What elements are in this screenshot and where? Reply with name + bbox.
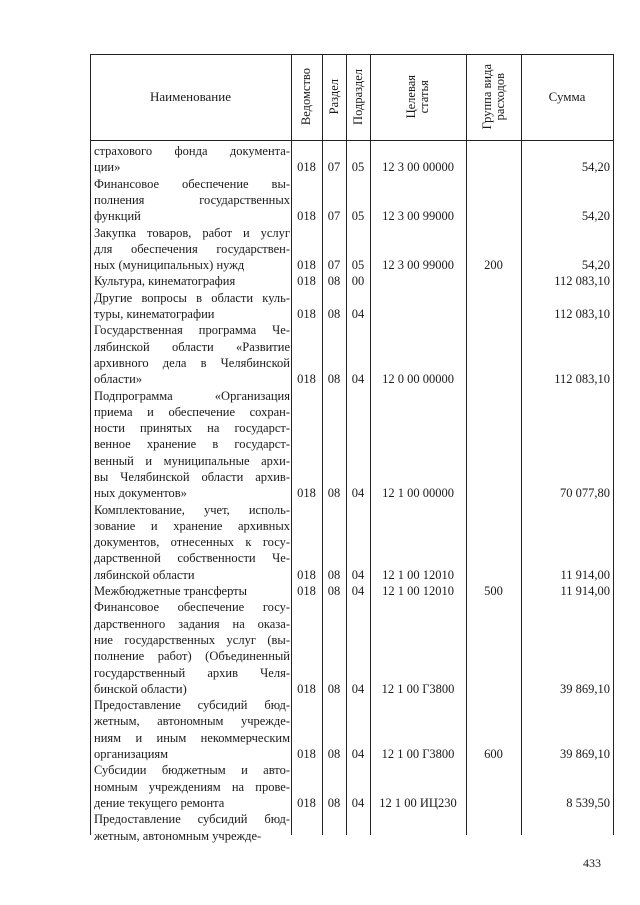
- row-summa: 112 083,10: [554, 372, 610, 387]
- row-summa: 112 083,10: [554, 306, 610, 321]
- row-name: [94, 225, 290, 274]
- row-name-line: для обеспечения государствен-: [94, 241, 290, 256]
- row-celevaya: 12 1 00 Г3800: [381, 747, 455, 762]
- row-celevaya: 12 1 00 ИЦ230: [379, 795, 457, 810]
- row-celevaya: 12 3 00 99000: [382, 258, 454, 273]
- row-name-line: Предоставление субсидий бюд-: [94, 812, 290, 827]
- row-name-line: Межбюджетные трансферты: [94, 584, 248, 599]
- row-razdel: 08: [327, 274, 341, 289]
- row-name-line: архивного дела в Челябинской: [94, 355, 290, 370]
- row-celevaya: 12 0 00 00000: [382, 372, 454, 387]
- row-celevaya: 12 1 00 12010: [382, 567, 454, 582]
- row-celevaya: 12 1 00 12010: [382, 584, 454, 599]
- row-gruppa: 200: [484, 258, 503, 273]
- row-name-line: зование и хранение архивных: [94, 518, 290, 533]
- row-name: [94, 176, 290, 225]
- row-razdel: 08: [327, 681, 341, 696]
- row-podrazdel: 04: [351, 681, 365, 696]
- table-row: [90, 290, 613, 323]
- row-podrazdel: 04: [351, 567, 365, 582]
- row-vedomstvo: 018: [297, 372, 316, 387]
- row-name: [94, 290, 290, 323]
- header-gruppa: Группа вида расходов: [479, 64, 507, 130]
- row-summa: 8 539,50: [566, 795, 610, 810]
- row-summa: 54,20: [581, 209, 610, 224]
- row-name-line: Культура, кинематография: [94, 274, 236, 289]
- row-name: [94, 811, 290, 844]
- row-vedomstvo: 018: [297, 584, 316, 599]
- row-vedomstvo: 018: [297, 209, 316, 224]
- row-name-line: Комплектование, учет, исполь-: [94, 502, 290, 517]
- row-podrazdel: 04: [351, 795, 365, 810]
- row-razdel: 08: [327, 584, 341, 599]
- table-header: [90, 54, 613, 140]
- row-name-line: бинской области): [94, 681, 187, 696]
- row-name-line: венный и муниципальные архи-: [94, 453, 290, 468]
- row-name-line: дарственной собственности Че-: [94, 551, 290, 566]
- header-vedomstvo: Ведомство: [299, 68, 313, 126]
- row-vedomstvo: 018: [297, 486, 316, 501]
- row-summa: 70 077,80: [560, 486, 610, 501]
- row-gruppa: 600: [484, 747, 503, 762]
- row-podrazdel: 04: [351, 372, 365, 387]
- row-razdel: 07: [327, 258, 341, 273]
- row-name-line: ных (муниципальных) нужд: [94, 258, 245, 273]
- row-summa: 54,20: [581, 160, 610, 175]
- row-name-line: полнения государственных: [94, 192, 290, 207]
- row-name-line: ности принятых на государст-: [94, 421, 290, 436]
- row-name: [94, 502, 290, 583]
- row-vedomstvo: 018: [297, 258, 316, 273]
- row-razdel: 08: [327, 372, 341, 387]
- table-row: [90, 583, 613, 599]
- table-row: [90, 273, 613, 289]
- row-name-line: Финансовое обеспечение госу-: [94, 600, 290, 615]
- row-name-line: Другие вопросы в области куль-: [94, 290, 290, 305]
- row-name-line: области»: [94, 372, 143, 387]
- table-row: [90, 697, 613, 762]
- table-row: [90, 502, 613, 584]
- table-row: [90, 143, 613, 176]
- header-bottom-border: [90, 140, 613, 141]
- row-summa: 11 914,00: [560, 567, 610, 582]
- row-celevaya: 12 3 00 00000: [382, 160, 454, 175]
- row-name-line: страхового фонда документа-: [94, 144, 290, 158]
- row-name: [94, 388, 290, 502]
- row-razdel: 08: [327, 567, 341, 582]
- row-podrazdel: 04: [351, 486, 365, 501]
- row-name-line: полнение работ) (Объединенный: [94, 649, 290, 664]
- row-razdel: 08: [327, 486, 341, 501]
- table-row: [90, 811, 613, 844]
- row-podrazdel: 04: [351, 747, 365, 762]
- row-name-line: ние государственных услуг (вы-: [94, 632, 290, 647]
- row-vedomstvo: 018: [297, 306, 316, 321]
- table-row: [90, 225, 613, 274]
- row-vedomstvo: 018: [297, 795, 316, 810]
- row-celevaya: 12 3 00 99000: [382, 209, 454, 224]
- row-name-line: приема и обеспечение сохран-: [94, 404, 290, 419]
- row-podrazdel: 00: [351, 274, 365, 289]
- row-celevaya: 12 1 00 00000: [382, 486, 454, 501]
- table-row: [90, 176, 613, 225]
- row-name-line: Субсидии бюджетным и авто-: [94, 763, 290, 778]
- row-razdel: 08: [327, 747, 341, 762]
- row-name: [94, 322, 290, 387]
- row-name-line: ции»: [94, 160, 121, 175]
- row-gruppa: 500: [484, 584, 503, 599]
- row-summa: 39 869,10: [560, 681, 610, 696]
- row-name-line: жетным, автономным учрежде-: [94, 828, 262, 843]
- row-name-line: номным учреждениям на прове-: [94, 779, 290, 794]
- row-podrazdel: 04: [351, 584, 365, 599]
- row-name-line: документов, отнесенных к госу-: [94, 535, 290, 550]
- row-name: [94, 583, 290, 599]
- row-name-line: лябинской области: [94, 567, 195, 582]
- row-name-line: вы Челябинской области архив-: [94, 469, 290, 484]
- row-name-line: дение текущего ремонта: [94, 795, 225, 810]
- row-name-line: венное хранение в государст-: [94, 437, 290, 452]
- row-name: [94, 143, 290, 176]
- row-name-line: лябинской области «Развитие: [94, 339, 290, 354]
- row-name: [94, 273, 290, 289]
- row-celevaya: 12 1 00 Г3800: [381, 681, 455, 696]
- row-vedomstvo: 018: [297, 681, 316, 696]
- row-name-line: Предоставление субсидий бюд-: [94, 698, 290, 713]
- row-razdel: 08: [327, 306, 341, 321]
- header-celevaya: Целевая статья: [404, 75, 431, 119]
- row-name: [94, 697, 290, 762]
- row-vedomstvo: 018: [297, 567, 316, 582]
- row-name: [94, 599, 290, 697]
- header-podrazdel: Подраздел: [350, 69, 365, 125]
- row-podrazdel: 05: [351, 258, 365, 273]
- row-name-line: ных документов»: [94, 486, 187, 501]
- table-row: [90, 388, 613, 502]
- row-name-line: Финансовое обеспечение вы-: [94, 176, 290, 191]
- row-podrazdel: 05: [351, 160, 365, 175]
- row-name-line: организациям: [94, 747, 169, 762]
- row-name: [94, 762, 290, 811]
- row-name-line: дарственного задания на оказа-: [94, 616, 290, 631]
- row-razdel: 07: [327, 160, 341, 175]
- header-name: Наименование: [150, 89, 231, 104]
- row-vedomstvo: 018: [297, 747, 316, 762]
- table-row: [90, 599, 613, 697]
- row-name-line: жетным, автономным учрежде-: [94, 714, 290, 729]
- row-podrazdel: 05: [351, 209, 365, 224]
- row-summa: 112 083,10: [554, 274, 610, 289]
- row-summa: 39 869,10: [560, 747, 610, 762]
- row-vedomstvo: 018: [297, 274, 316, 289]
- row-razdel: 08: [327, 795, 341, 810]
- row-podrazdel: 04: [351, 306, 365, 321]
- row-summa: 11 914,00: [560, 584, 610, 599]
- row-name-line: туры, кинематографии: [94, 306, 215, 321]
- header-summa: Сумма: [548, 89, 586, 104]
- row-name-line: Подпрограмма «Организация: [94, 388, 290, 403]
- row-razdel: 07: [327, 209, 341, 224]
- row-summa: 54,20: [581, 258, 610, 273]
- row-name-line: Закупка товаров, работ и услуг: [94, 225, 290, 240]
- row-name-line: функций: [94, 209, 141, 224]
- page-number: 433: [583, 856, 601, 870]
- row-vedomstvo: 018: [297, 160, 316, 175]
- row-name-line: ниям и иным некоммерческим: [94, 730, 290, 745]
- header-razdel: Раздел: [326, 79, 341, 115]
- table-row: [90, 322, 613, 387]
- table-row: [90, 762, 613, 811]
- row-name-line: государственный архив Челя-: [94, 665, 290, 680]
- row-name-line: Государственная программа Че-: [94, 323, 290, 338]
